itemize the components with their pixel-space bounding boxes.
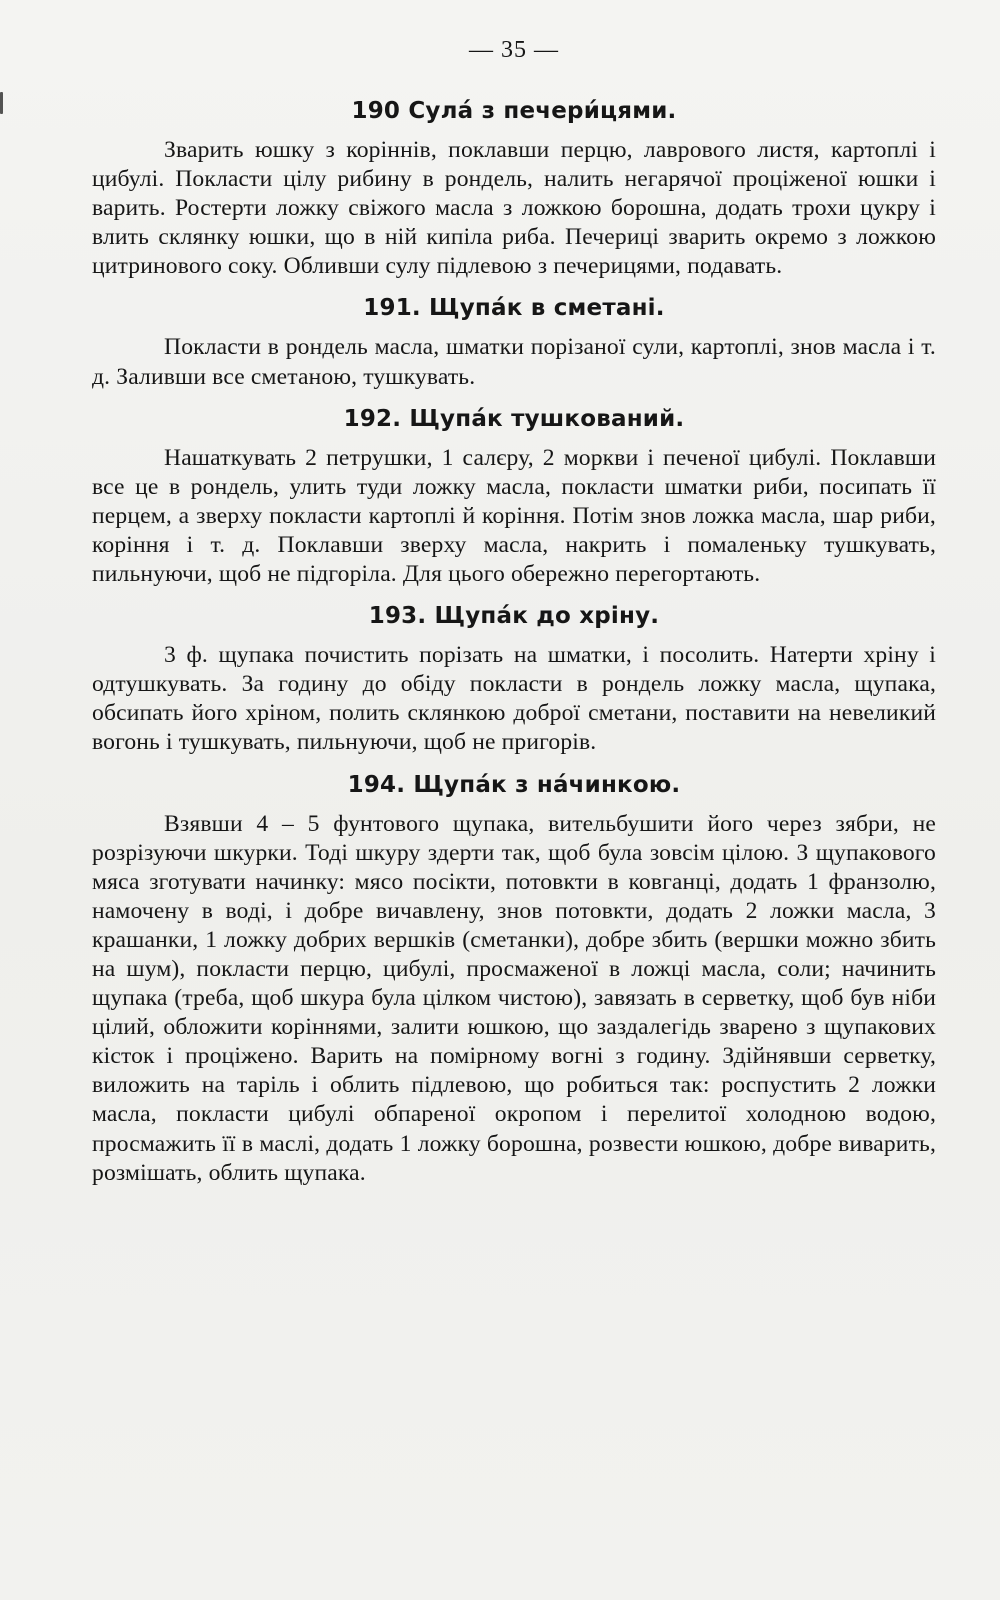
recipe-194 xyxy=(92,768,936,1188)
recipe-191 xyxy=(92,291,936,391)
recipe-192 xyxy=(92,402,936,589)
recipe-text: Покласти в рондель масла, шматки порізаної сули, картоплі, знов масла і т. д. Заливши все сметаною, тушкувать. xyxy=(92,334,936,390)
page-number: — 35 — xyxy=(469,37,559,63)
recipe-text: Нашаткувать 2 петрушки, 1 салєру, 2 моркви і печеної цибулі. Поклавши все це в рондель, улить туди ложку масла, покласти шматки риби, посипать її перцем, а зверху покласти картоплі й коріння. Потім знов ложка масла, шар риби, коріння і т. д. Поклавши зверху масла, накрить і помаленьку тушкувать, пильнуючи, щоб не підгоріла. Для цього обережно перегортають. xyxy=(92,444,936,588)
recipe-text: Зварить юшку з коріннів, поклавши перцю, лаврового листя, картоплі і цибулі. Покласти цілу рибину в рондель, налить негарячої проціженої юшки і варить. Ростерти ложку свіжого масла з ложкою борошна, додать трохи цукру і влить склянку юшки, що в ній кипіла риба. Печериці зварить окремо з ложкою цитринового соку. Обливши сулу підлевою з печерицями, подавать. xyxy=(92,137,936,280)
recipe-heading: 190 Сулá з печери́цями. xyxy=(351,98,677,124)
recipe-heading: 191. Щупáк в сметані. xyxy=(363,295,665,322)
recipe-text: Взявши 4 – 5 фунтового щупака, вительбушити його через зябри, не розрізуючи шкурки. Тоді шкуру здерти так, щоб була зовсім цілою. З щупакового мяса зготувати начинку: мясо посікти, потовкти в ковганці, додать 1 франзолю, намочену в воді, і добре вичавлену, знов потовкти, додать 2 ложки масла, 3 крашанки, 1 ложку добрих вершків (сметанки), добре збить (вершки можно збить на шум), покласти перцю, цибулі, просмаженої в ложці масла, соли; начинить щупака (треба, щоб шкура була цілком чистою), завязать в серветку, щоб був ніби цілий, обложити коріннями, залити юшкою, що заздалегідь зварено з щупакових кісток і проціжено. Варить на помірному вогні з годину. Здійнявши серветку, виложить на таріль і облить підлевою, що робиться так: роспустить 2 ложки масла, покласти цибулі обпареної окропом і перелитої холодною водою, просмажить її в маслі, додать 1 ложку борошна, розвести юшкою, добре виварить, розмішать, облить щупака. xyxy=(92,810,936,1186)
recipe-text: 3 ф. щупака почистить порізать на шматки, і посолить. Натерти хріну і одтушкувать. За годину до обіду покласти в рондель ложку масла, щупака, обсипать його хріном, полить склянкою доброї сметани, поставити на невеликий вогонь і тушкувать, пильнуючи, щоб не пригорів. xyxy=(92,642,936,756)
recipe-193 xyxy=(92,599,936,757)
recipe-190 xyxy=(92,94,936,281)
recipe-heading: 194. Щупáк з нáчинкою. xyxy=(347,771,681,798)
recipe-heading: 193. Щупáк до хріну. xyxy=(368,603,660,630)
recipe-heading: 192. Щупáк тушкований. xyxy=(343,405,685,432)
